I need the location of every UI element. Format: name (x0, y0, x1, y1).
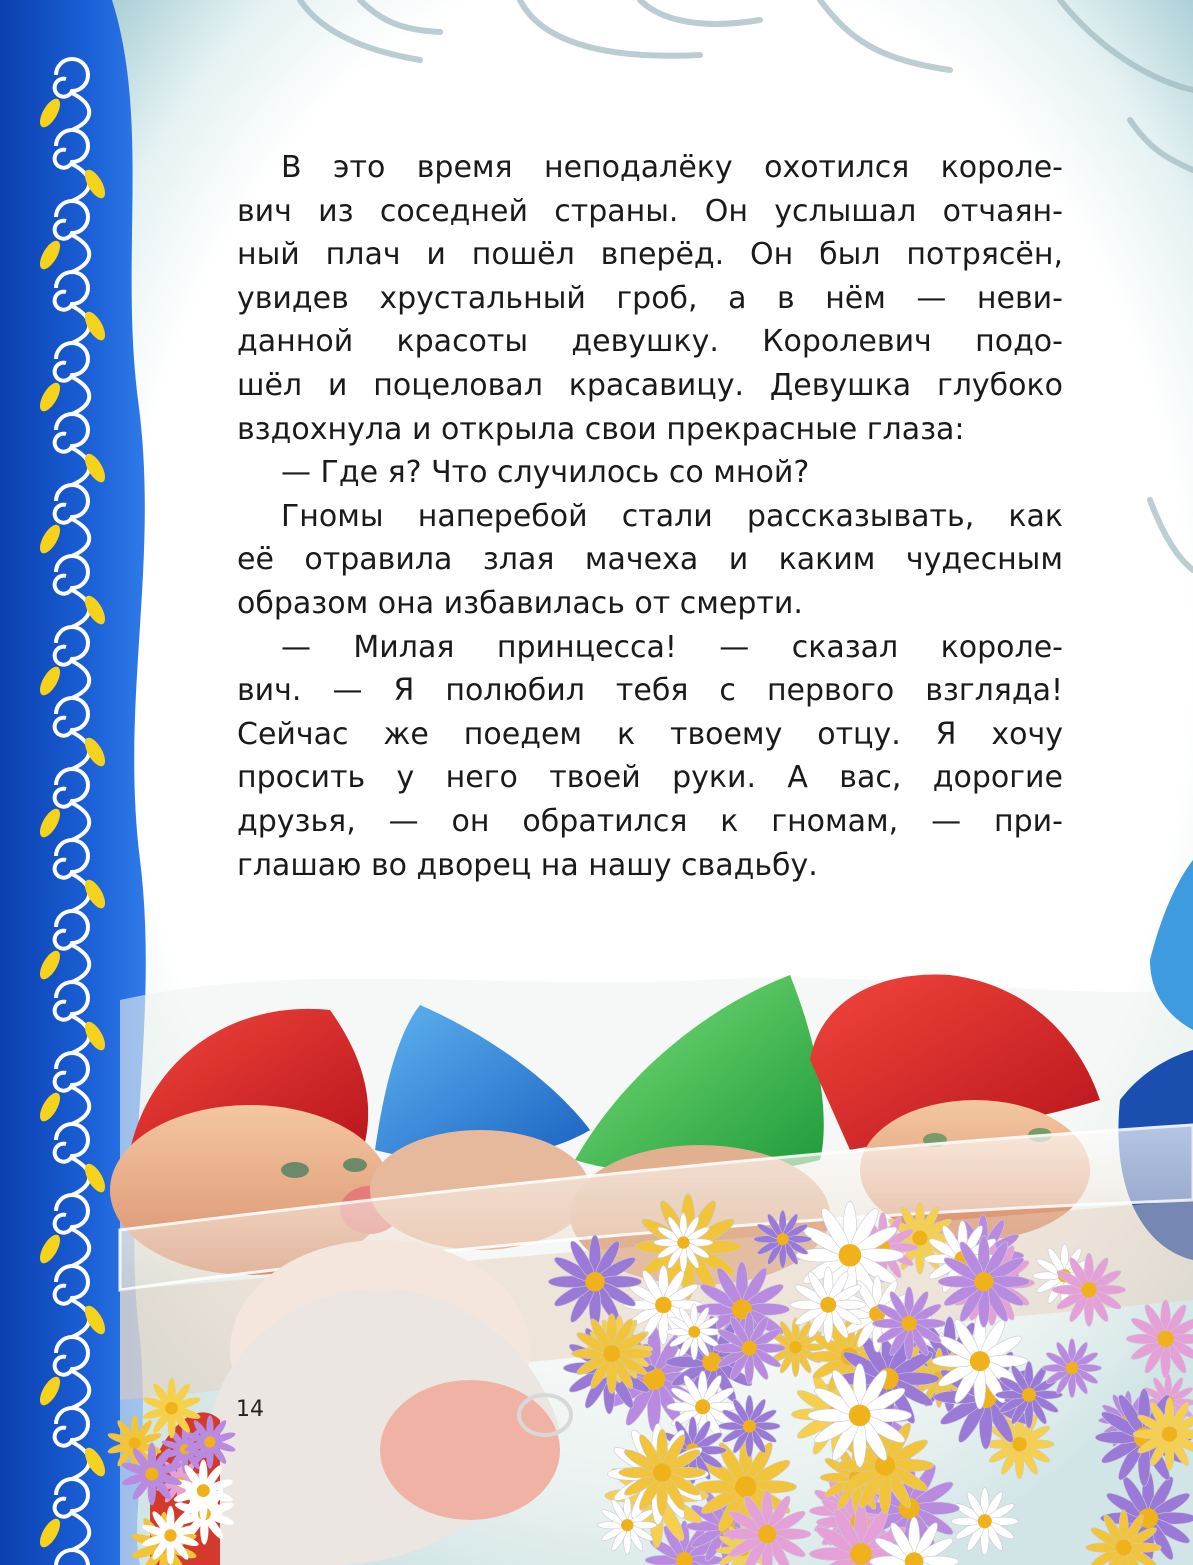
story-line: — Где я? Что случилось со мной? (281, 455, 810, 491)
story-line: — Милая принцесса! — сказал короле- (281, 629, 1063, 665)
story-text (237, 146, 1063, 887)
story-line: просить у него твоей руки. А вас, дорогие (237, 760, 1063, 796)
story-line: её отравила злая мачеха и каким чудесным (237, 542, 1063, 578)
story-line: Сейчас же поедем к твоему отцу. Я хочу (237, 716, 1063, 752)
story-line: данной красоты девушку. Королевич подо- (237, 324, 1063, 360)
story-line: вич. — Я полюбил тебя с первого взгляда! (237, 673, 1063, 709)
story-line: В это время неподалёку охотился короле- (281, 150, 1063, 185)
story-line: увидев хрустальный гроб, а в нём — неви- (237, 280, 1063, 316)
story-line: ный плач и пошёл вперёд. Он был потрясён, (237, 237, 1063, 273)
page-number: 14 (236, 1397, 264, 1422)
story-line: глашаю во дворец на нашу свадьбу. (237, 847, 818, 883)
story-line: вич из соседней страны. Он услышал отчаян- (237, 193, 1063, 229)
story-line: вздохнула и открыла свои прекрасные глаза: (237, 411, 965, 447)
story-line: друзья, — он обратился к гномам, — при- (237, 803, 1063, 839)
story-line: шёл и поцеловал красавицу. Девушка глубоко (237, 367, 1063, 403)
story-line: Гномы наперебой стали рассказывать, как (281, 498, 1063, 534)
story-line: образом она избавилась от смерти. (237, 585, 803, 621)
